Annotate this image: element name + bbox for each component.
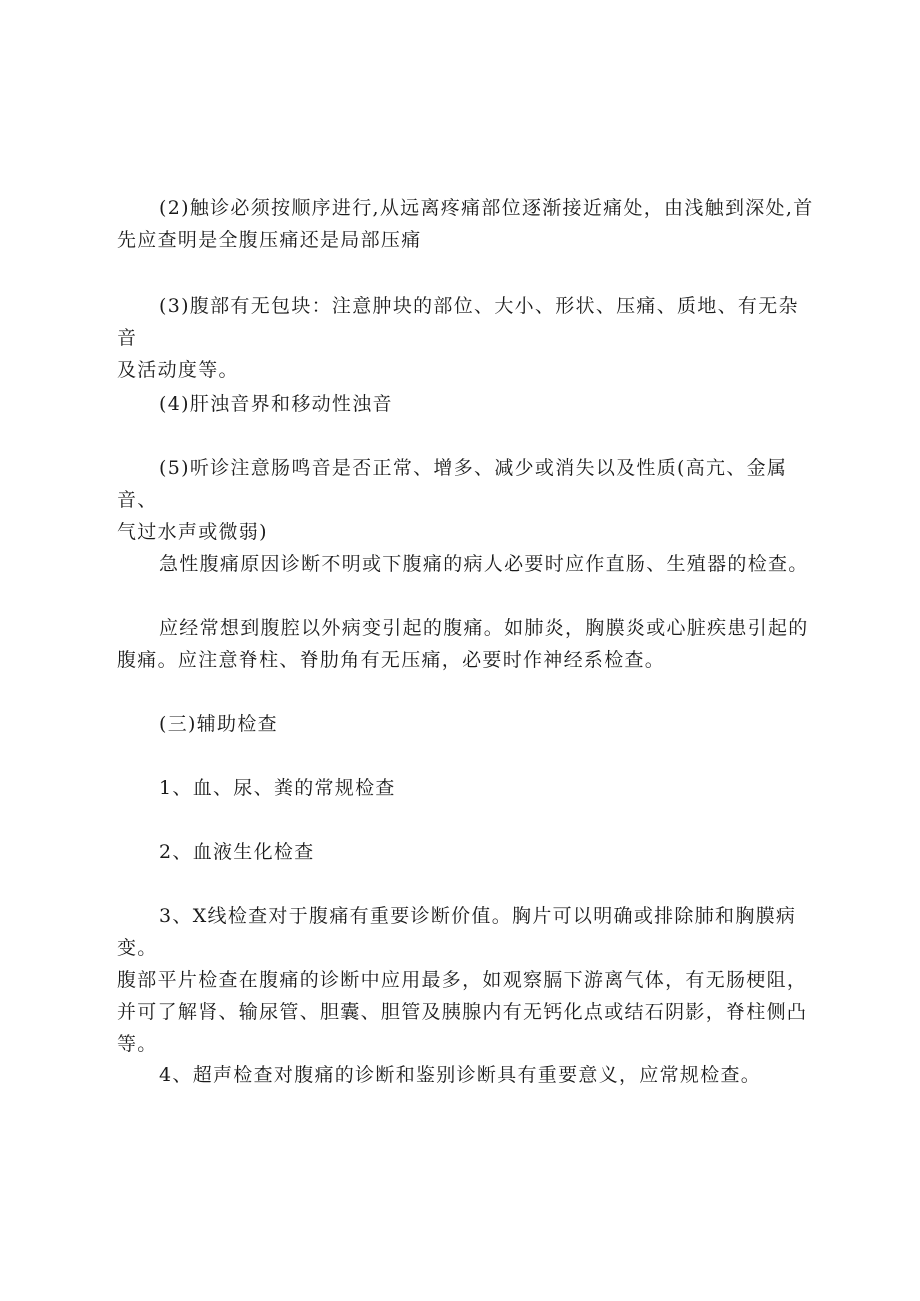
section-heading-auxiliary-exams: [117, 708, 817, 740]
text-line: 腹部平片检查在腹痛的诊断中应用最多，如观察膈下游离气体，有无肠梗阻，: [117, 969, 808, 991]
paragraph-rectal-exam: [117, 548, 817, 580]
text-line: (5)听诊注意肠鸣音是否正常、增多、减少或消失以及性质(高亢、金属音、: [117, 457, 788, 511]
text-line: (三)辅助检查: [159, 713, 278, 735]
text-line: 腹痛。应注意脊柱、脊肋角有无压痛，必要时作神经系检查。: [117, 649, 666, 671]
text-line: 气过水声或微弱): [117, 521, 268, 543]
text-line: 急性腹痛原因诊断不明或下腹痛的病人必要时应作直肠、生殖器的检查。: [159, 553, 809, 575]
paragraph-auscultation: [117, 452, 817, 548]
text-line: 先应查明是全腹压痛还是局部压痛: [117, 229, 422, 251]
text-line: 1、血、尿、粪的常规检查: [159, 777, 396, 799]
text-line: 3、X线检查对于腹痛有重要诊断价值。胸片可以明确或排除肺和胸膜病变。: [117, 905, 797, 959]
paragraph-palpation-order: [117, 192, 817, 256]
list-item-ultrasound: [117, 1059, 817, 1091]
list-item-xray: [117, 900, 817, 1060]
text-line: 等。: [117, 1033, 158, 1055]
text-line: 4、超声检查对腹痛的诊断和鉴别诊断具有重要意义，应常规检查。: [159, 1064, 762, 1086]
text-line: 2、血液生化检查: [159, 841, 315, 863]
text-line: 应经常想到腹腔以外病变引起的腹痛。如肺炎，胸膜炎或心脏疾患引起的: [159, 617, 809, 639]
text-line: (2)触诊必须按顺序进行,从远离疼痛部位逐渐接近痛处，由浅触到深处,首: [159, 197, 814, 219]
list-item-routine-tests: [117, 772, 817, 804]
text-line: 并可了解肾、输尿管、胆囊、胆管及胰腺内有无钙化点或结石阴影，脊柱侧凸: [117, 1001, 808, 1023]
paragraph-extra-abdominal: [117, 612, 817, 676]
text-line: (4)肝浊音界和移动性浊音: [159, 393, 393, 415]
paragraph-abdominal-mass: [117, 290, 817, 386]
paragraph-liver-dullness: [117, 388, 817, 420]
text-line: 及活动度等。: [117, 359, 239, 381]
text-line: (3)腹部有无包块：注意肿块的部位、大小、形状、压痛、质地、有无杂音: [117, 295, 799, 349]
list-item-blood-biochemistry: [117, 836, 817, 868]
